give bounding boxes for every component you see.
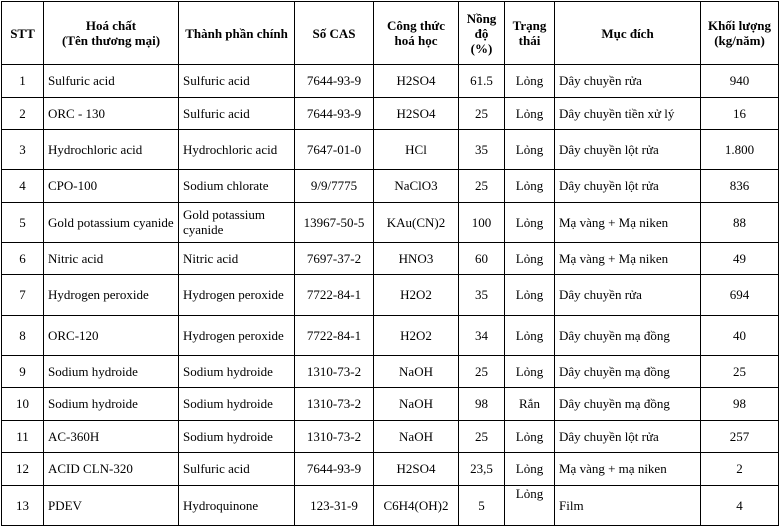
cell-purpose: Dây chuyền mạ đồng bbox=[555, 355, 701, 388]
cell-formula: KAu(CN)2 bbox=[374, 202, 459, 242]
cell-concentration: 23,5 bbox=[459, 453, 505, 486]
header-volume: Khối lượng (kg/năm) bbox=[701, 2, 779, 65]
cell-concentration: 25 bbox=[459, 97, 505, 130]
cell-cas: 7722-84-1 bbox=[295, 275, 374, 315]
cell-purpose: Dây chuyền rửa bbox=[555, 275, 701, 315]
cell-name: Hydrogen peroxide bbox=[44, 275, 179, 315]
cell-state: Lỏng bbox=[505, 130, 555, 170]
cell-volume: 2 bbox=[701, 453, 779, 486]
cell-name: CPO-100 bbox=[44, 170, 179, 203]
cell-formula: H2SO4 bbox=[374, 453, 459, 486]
cell-stt: 1 bbox=[2, 65, 44, 98]
cell-component: Gold potassium cyanide bbox=[179, 202, 295, 242]
cell-name: Hydrochloric acid bbox=[44, 130, 179, 170]
cell-stt: 11 bbox=[2, 420, 44, 453]
table-row bbox=[2, 65, 779, 98]
cell-formula: C6H4(OH)2 bbox=[374, 485, 459, 525]
header-concentration: Nồng độ (%) bbox=[459, 2, 505, 65]
cell-name: ORC-120 bbox=[44, 315, 179, 355]
cell-stt: 9 bbox=[2, 355, 44, 388]
cell-component: Sulfuric acid bbox=[179, 65, 295, 98]
cell-volume: 4 bbox=[701, 485, 779, 525]
cell-volume: 940 bbox=[701, 65, 779, 98]
cell-name: Gold potassium cyanide bbox=[44, 202, 179, 242]
cell-formula: NaClO3 bbox=[374, 170, 459, 203]
header-name: Hoá chất (Tên thương mại) bbox=[44, 2, 179, 65]
cell-stt: 7 bbox=[2, 275, 44, 315]
cell-formula: HCl bbox=[374, 130, 459, 170]
table-row bbox=[2, 130, 779, 170]
header-formula: Công thức hoá học bbox=[374, 2, 459, 65]
cell-stt: 2 bbox=[2, 97, 44, 130]
cell-component: Sulfuric acid bbox=[179, 453, 295, 486]
cell-formula: HNO3 bbox=[374, 242, 459, 275]
cell-volume: 16 bbox=[701, 97, 779, 130]
cell-volume: 257 bbox=[701, 420, 779, 453]
cell-component: Hydrogen peroxide bbox=[179, 275, 295, 315]
cell-concentration: 5 bbox=[459, 485, 505, 525]
cell-name: Nitric acid bbox=[44, 242, 179, 275]
table-row bbox=[2, 275, 779, 315]
cell-purpose: Dây chuyền tiền xử lý bbox=[555, 97, 701, 130]
table-row bbox=[2, 170, 779, 203]
cell-state: Lỏng bbox=[505, 453, 555, 486]
table-row bbox=[2, 315, 779, 355]
cell-component: Sodium hydroide bbox=[179, 388, 295, 421]
cell-formula: NaOH bbox=[374, 388, 459, 421]
cell-cas: 7722-84-1 bbox=[295, 315, 374, 355]
header-purpose: Mục đích bbox=[555, 2, 701, 65]
table-row bbox=[2, 453, 779, 486]
cell-purpose: Dây chuyền mạ đồng bbox=[555, 315, 701, 355]
cell-component: Hydrochloric acid bbox=[179, 130, 295, 170]
cell-purpose: Mạ vàng + Mạ niken bbox=[555, 242, 701, 275]
cell-formula: H2SO4 bbox=[374, 65, 459, 98]
cell-component: Sodium chlorate bbox=[179, 170, 295, 203]
cell-concentration: 35 bbox=[459, 130, 505, 170]
cell-volume: 1.800 bbox=[701, 130, 779, 170]
cell-stt: 8 bbox=[2, 315, 44, 355]
cell-state: Lỏng bbox=[505, 485, 555, 525]
cell-cas: 1310-73-2 bbox=[295, 355, 374, 388]
cell-cas: 1310-73-2 bbox=[295, 388, 374, 421]
header-component: Thành phần chính bbox=[179, 2, 295, 65]
cell-volume: 836 bbox=[701, 170, 779, 203]
table-row bbox=[2, 97, 779, 130]
table-row bbox=[2, 355, 779, 388]
cell-component: Nitric acid bbox=[179, 242, 295, 275]
table-row bbox=[2, 420, 779, 453]
cell-stt: 3 bbox=[2, 130, 44, 170]
cell-name: ORC - 130 bbox=[44, 97, 179, 130]
cell-state: Lỏng bbox=[505, 170, 555, 203]
cell-cas: 1310-73-2 bbox=[295, 420, 374, 453]
table-row bbox=[2, 388, 779, 421]
cell-cas: 7644-93-9 bbox=[295, 65, 374, 98]
cell-formula: H2SO4 bbox=[374, 97, 459, 130]
cell-concentration: 100 bbox=[459, 202, 505, 242]
cell-concentration: 34 bbox=[459, 315, 505, 355]
cell-cas: 123-31-9 bbox=[295, 485, 374, 525]
cell-cas: 13967-50-5 bbox=[295, 202, 374, 242]
cell-cas: 9/9/7775 bbox=[295, 170, 374, 203]
cell-formula: H2O2 bbox=[374, 315, 459, 355]
cell-cas: 7644-93-9 bbox=[295, 97, 374, 130]
cell-volume: 40 bbox=[701, 315, 779, 355]
cell-name: AC-360H bbox=[44, 420, 179, 453]
cell-formula: NaOH bbox=[374, 355, 459, 388]
cell-stt: 13 bbox=[2, 485, 44, 525]
chemicals-table bbox=[1, 1, 779, 526]
cell-name: PDEV bbox=[44, 485, 179, 525]
cell-stt: 6 bbox=[2, 242, 44, 275]
cell-component: Hydrogen peroxide bbox=[179, 315, 295, 355]
cell-state: Lỏng bbox=[505, 97, 555, 130]
cell-state: Rắn bbox=[505, 388, 555, 421]
cell-state: Lỏng bbox=[505, 355, 555, 388]
cell-component: Sodium hydroide bbox=[179, 355, 295, 388]
cell-formula: H2O2 bbox=[374, 275, 459, 315]
table-row bbox=[2, 485, 779, 525]
cell-purpose: Film bbox=[555, 485, 701, 525]
cell-component: Sulfuric acid bbox=[179, 97, 295, 130]
cell-state: Lỏng bbox=[505, 315, 555, 355]
cell-cas: 7644-93-9 bbox=[295, 453, 374, 486]
cell-stt: 4 bbox=[2, 170, 44, 203]
cell-component: Sodium hydroide bbox=[179, 420, 295, 453]
cell-purpose: Dây chuyền rửa bbox=[555, 65, 701, 98]
header-cas: Số CAS bbox=[295, 2, 374, 65]
cell-volume: 694 bbox=[701, 275, 779, 315]
cell-purpose: Dây chuyền lột rửa bbox=[555, 420, 701, 453]
cell-volume: 98 bbox=[701, 388, 779, 421]
cell-state: Lỏng bbox=[505, 242, 555, 275]
cell-purpose: Dây chuyền mạ đồng bbox=[555, 388, 701, 421]
cell-volume: 49 bbox=[701, 242, 779, 275]
cell-state: Lỏng bbox=[505, 275, 555, 315]
cell-concentration: 25 bbox=[459, 420, 505, 453]
cell-concentration: 25 bbox=[459, 170, 505, 203]
cell-stt: 12 bbox=[2, 453, 44, 486]
header-row bbox=[2, 2, 779, 65]
cell-stt: 10 bbox=[2, 388, 44, 421]
cell-formula: NaOH bbox=[374, 420, 459, 453]
cell-name: Sodium hydroide bbox=[44, 355, 179, 388]
cell-state: Lỏng bbox=[505, 65, 555, 98]
cell-component: Hydroquinone bbox=[179, 485, 295, 525]
cell-concentration: 60 bbox=[459, 242, 505, 275]
cell-name: Sulfuric acid bbox=[44, 65, 179, 98]
table-row bbox=[2, 242, 779, 275]
cell-purpose: Dây chuyền lột rửa bbox=[555, 170, 701, 203]
cell-cas: 7697-37-2 bbox=[295, 242, 374, 275]
table-row bbox=[2, 202, 779, 242]
cell-concentration: 25 bbox=[459, 355, 505, 388]
cell-volume: 25 bbox=[701, 355, 779, 388]
cell-stt: 5 bbox=[2, 202, 44, 242]
cell-concentration: 35 bbox=[459, 275, 505, 315]
cell-concentration: 98 bbox=[459, 388, 505, 421]
cell-purpose: Mạ vàng + mạ niken bbox=[555, 453, 701, 486]
cell-purpose: Mạ vàng + Mạ niken bbox=[555, 202, 701, 242]
header-stt: STT bbox=[2, 2, 44, 65]
cell-state: Lỏng bbox=[505, 420, 555, 453]
header-state: Trạng thái bbox=[505, 2, 555, 65]
cell-name: ACID CLN-320 bbox=[44, 453, 179, 486]
cell-state: Lỏng bbox=[505, 202, 555, 242]
cell-cas: 7647-01-0 bbox=[295, 130, 374, 170]
cell-name: Sodium hydroide bbox=[44, 388, 179, 421]
cell-concentration: 61.5 bbox=[459, 65, 505, 98]
cell-purpose: Dây chuyền lột rửa bbox=[555, 130, 701, 170]
cell-volume: 88 bbox=[701, 202, 779, 242]
